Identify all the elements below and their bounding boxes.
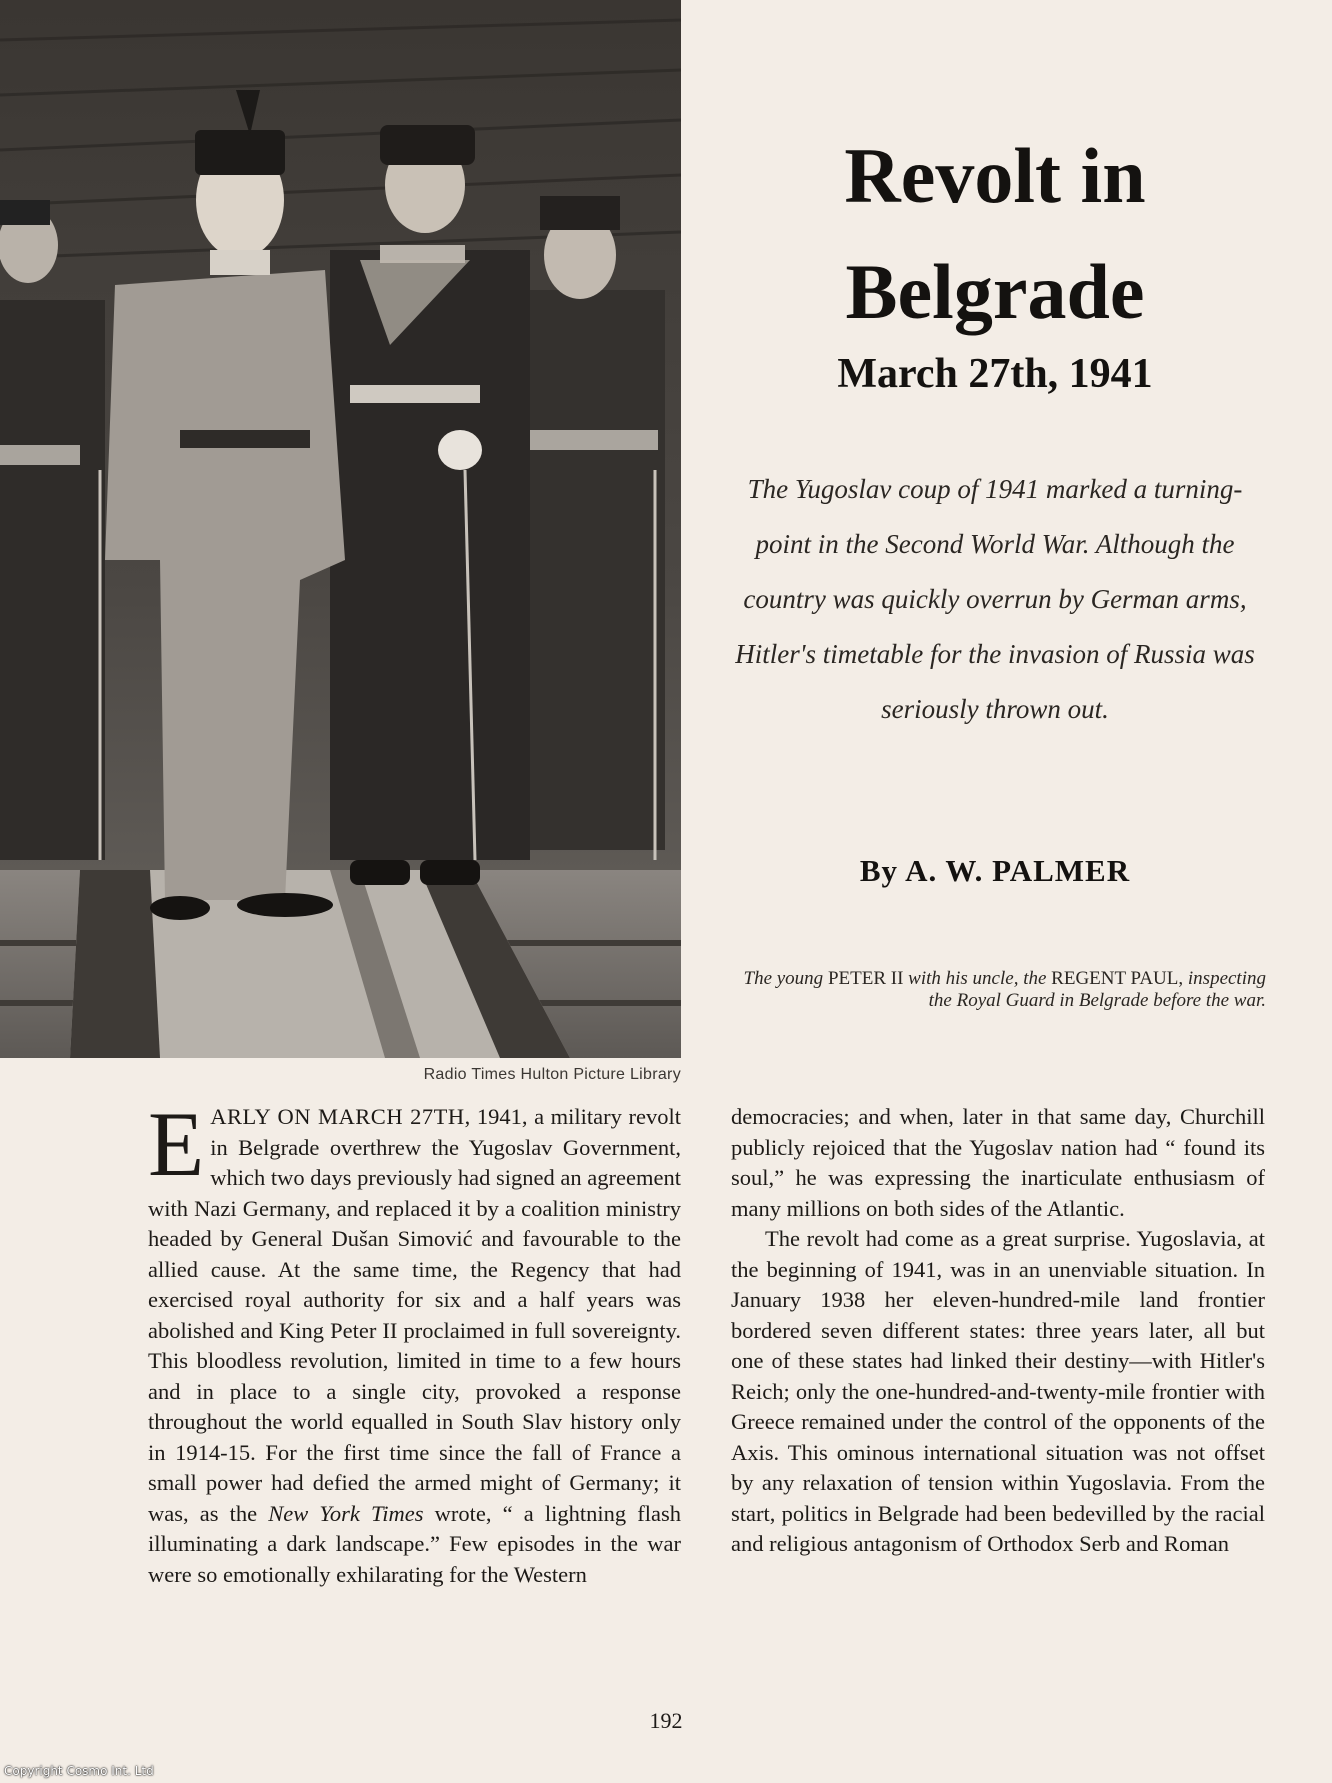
historic-photograph	[0, 0, 681, 1058]
article-paragraph	[148, 1102, 681, 1590]
caption-text: with his uncle, the	[903, 968, 1052, 989]
author-byline: By A. W. PALMER	[859, 853, 1131, 888]
caption-text: inspecting the Royal Guard in Belgrade before the war.	[928, 968, 1266, 1011]
article-column-left	[148, 1102, 681, 1682]
paragraph-text: wrote, “ a lightning flash illuminating a dark landscape.” Few episodes in the war were so emotionally exhilarating for the Western	[148, 1500, 681, 1587]
article-column-right	[731, 1102, 1265, 1682]
photo-illustration	[0, 0, 681, 1058]
paragraph-text: , 1941, a military revolt in Belgrade overthrew the Yugoslav Government, which two days previously had signed an agreement with Nazi Germany, and replaced it by a coalition ministry headed by General Dušan Simović and favourable to the allied cause. At the same time, the Regency that had exercised royal authority for six and a half years was abolished and King Peter II proclaimed in full sovereignty. This bloodless revolution, limited in time to a few hours and in place to a single city, provoked a response throughout the world equalled in South Slav history only in 1914-15. For the first time since the fall of France a small power had defied the armed might of Germany; it was, as the	[148, 1104, 681, 1526]
caption-text: The young	[743, 968, 828, 989]
copyright-notice: Copyright Cosmo Int. Ltd	[4, 1764, 154, 1778]
lead-smallcaps: ARLY ON MARCH 27TH	[210, 1104, 465, 1129]
article-standfirst: The Yugoslav coup of 1941 marked a turning-point in the Second World War. Although the country was quickly overrun by German arms, Hitler's timetable for the invasion of Russia was seriously thrown out.	[735, 474, 1255, 724]
article-date: March 27th, 1941	[837, 351, 1153, 397]
caption-name-paul: REGENT PAUL,	[1051, 968, 1184, 989]
publication-name: New York Times	[268, 1500, 424, 1526]
article-title: Revolt in Belgrade	[844, 132, 1146, 335]
drop-cap: E	[148, 1102, 205, 1195]
article-paragraph: democracies; and when, later in that same day, Churchill publicly rejoiced that the Yugoslav nation had “ found its soul,” he was expressing the inarticulate enthusiasm of many millions on both sides of the Atlantic.	[731, 1104, 1265, 1221]
photo-caption	[730, 968, 1266, 1012]
caption-name-peter: PETER II	[827, 968, 904, 989]
article-paragraph: The revolt had come as a great surprise. Yugoslavia, at the beginning of 1941, was in an unenviable situation. In January 1938 her eleven-hundred-mile land frontier bordered seven different states: three years later, all but one of these states had linked their destiny—with Hitler's Reich; only the one-hundred-and-twenty-mile frontier with Greece remained under the control of the opponents of the Axis. This ominous international situation was not offset by any relaxation of tension within Yugoslavia. From the start, politics in Belgrade had been bedevilled by the racial and religious antagonism of Orthodox Serb and Roman	[731, 1226, 1265, 1556]
page-number: 192	[649, 1708, 683, 1733]
photo-credit: Radio Times Hulton Picture Library	[423, 1066, 681, 1083]
